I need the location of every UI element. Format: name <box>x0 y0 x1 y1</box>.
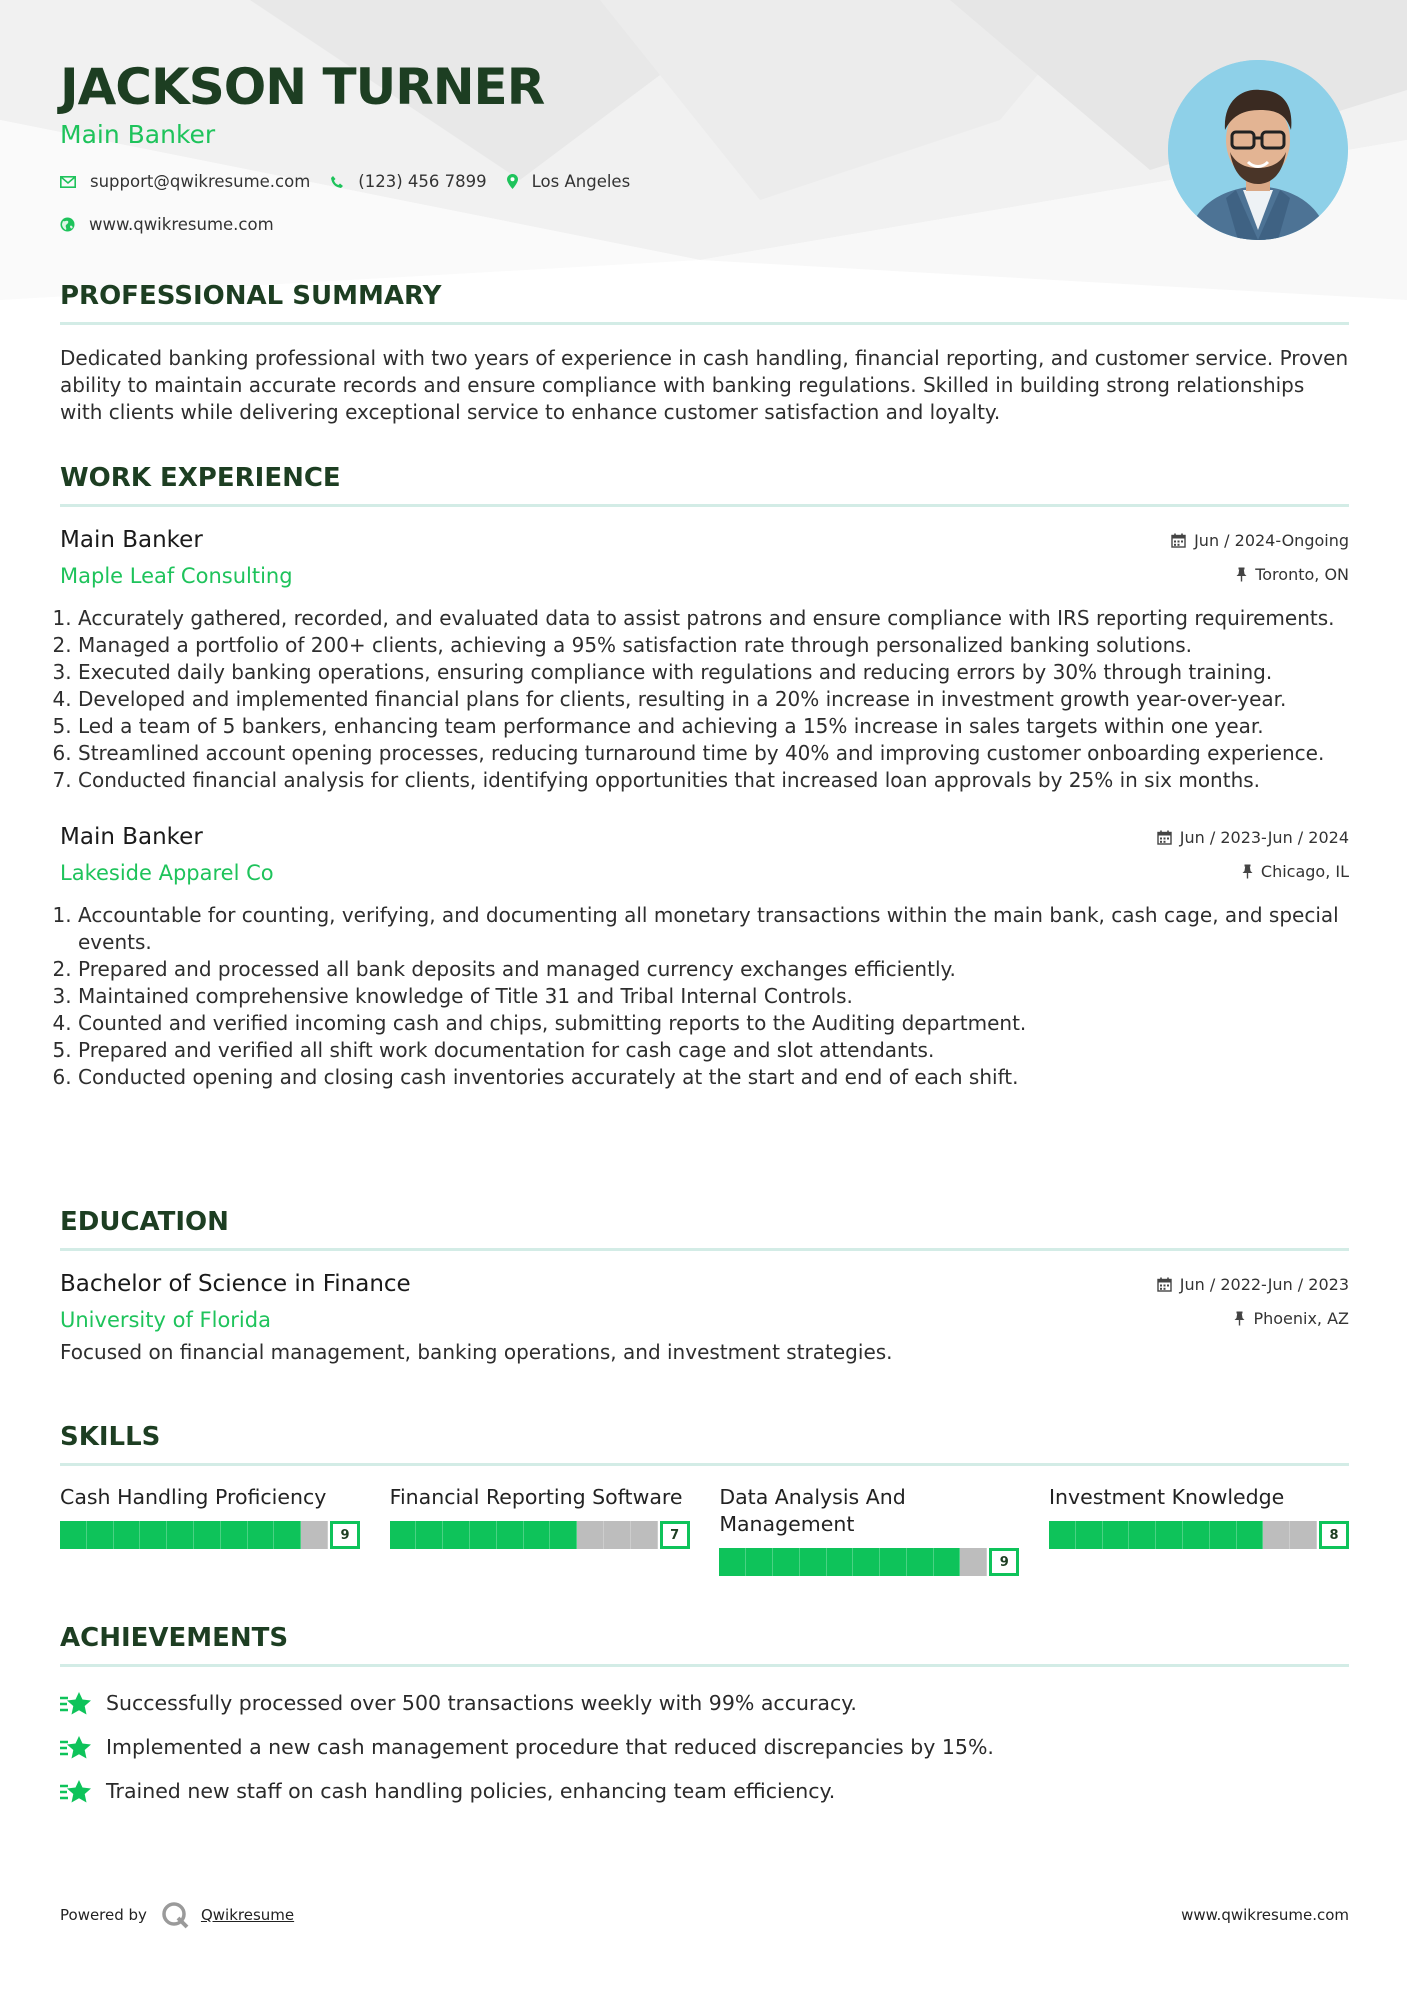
skill-segment-filled <box>416 1521 443 1549</box>
education-section <box>60 1204 1349 1366</box>
candidate-title: Main Banker <box>60 120 216 149</box>
contact-website[interactable] <box>60 215 274 234</box>
education-description: Focused on financial management, banking operations, and investment strategies. <box>60 1340 893 1364</box>
job-location-text: Toronto, ON <box>1255 565 1349 584</box>
pushpin-icon <box>1236 567 1247 582</box>
bullet-item: 6. Conducted opening and closing cash inventories accurately at the start and end of each shift. <box>78 1064 1349 1091</box>
bullet-item: 7. Conducted financial analysis for clients, identifying opportunities that increased loan approvals by 25% in six months. <box>78 767 1349 794</box>
skill-segment-filled <box>827 1548 854 1576</box>
skill-segment-filled <box>248 1521 275 1549</box>
achievement-item <box>60 1725 1349 1769</box>
footer-website[interactable]: www.qwikresume.com <box>1181 1906 1349 1924</box>
job-location <box>1236 565 1349 584</box>
skill-segment-filled <box>167 1521 194 1549</box>
achievements-section <box>60 1620 1349 1813</box>
section-divider <box>60 1664 1349 1667</box>
job-bullets <box>60 605 1349 794</box>
envelope-icon <box>60 176 76 188</box>
skill-score: 9 <box>989 1548 1019 1576</box>
star-list-icon <box>60 1778 92 1804</box>
education-entry <box>60 1267 1349 1366</box>
experience-heading: WORK EXPERIENCE <box>60 463 341 493</box>
footer <box>60 1895 1349 1935</box>
degree: Bachelor of Science in Finance <box>60 1271 411 1297</box>
skill-segment-filled <box>853 1548 880 1576</box>
skill-segment-empty <box>577 1521 604 1549</box>
skill-segment-empty <box>631 1521 658 1549</box>
skill-name: Financial Reporting Software <box>389 1485 683 1509</box>
star-list-icon <box>60 1734 92 1760</box>
skill-segment-filled <box>390 1521 417 1549</box>
education-location <box>1234 1309 1349 1328</box>
skill-segment-filled <box>907 1548 934 1576</box>
education-dates-text: Jun / 2022-Jun / 2023 <box>1179 1275 1349 1294</box>
bullet-item: 2. Managed a portfolio of 200+ clients, achieving a 95% satisfaction rate through personalized banking solutions. <box>78 632 1349 659</box>
skill-score: 7 <box>660 1521 690 1549</box>
skill-level-bar <box>719 1548 987 1576</box>
job-dates-text: Jun / 2024-Ongoing <box>1194 531 1349 550</box>
skill-segment-filled <box>1156 1521 1183 1549</box>
powered-by-label: Powered by <box>60 1906 147 1924</box>
skill-segment-filled <box>87 1521 114 1549</box>
skill-item <box>390 1484 690 1576</box>
skill-name: Cash Handling Proficiency <box>60 1485 327 1509</box>
calendar-icon <box>1157 1277 1172 1292</box>
skill-segment-empty <box>301 1521 328 1549</box>
education-heading: EDUCATION <box>60 1207 229 1237</box>
job-dates <box>1157 828 1349 847</box>
bullet-item: 6. Streamlined account opening processes, reducing turnaround time by 40% and improving customer onboarding experience. <box>78 740 1349 767</box>
skill-segment-filled <box>719 1548 746 1576</box>
school: University of Florida <box>60 1308 271 1332</box>
website-row <box>60 215 294 234</box>
skill-segment-filled <box>221 1521 248 1549</box>
skill-segment-filled <box>1129 1521 1156 1549</box>
skills-section <box>60 1419 1349 1576</box>
skills-heading: SKILLS <box>60 1422 161 1452</box>
job-dates <box>1171 531 1349 550</box>
contact-location <box>507 172 631 191</box>
summary-text: Dedicated banking professional with two years of experience in cash handling, financial reporting, and customer service. Proven ability to maintain accurate records and ensure compliance with banking regulations. Skilled in building strong relationships with clients while delivering exceptional service to enhance customer satisfaction and loyalty. <box>60 346 1349 424</box>
skill-segment-filled <box>550 1521 577 1549</box>
bullet-item: 4. Counted and verified incoming cash and chips, submitting reports to the Auditing department. <box>78 1010 1349 1037</box>
skill-segment-filled <box>934 1548 961 1576</box>
section-divider <box>60 1248 1349 1251</box>
skill-segment-filled <box>497 1521 524 1549</box>
bullet-item: 4. Developed and implemented financial plans for clients, resulting in a 20% increase in investment growth year-over-year. <box>78 686 1349 713</box>
bullet-item: 3. Executed daily banking operations, ensuring compliance with regulations and reducing errors by 30% through training. <box>78 659 1349 686</box>
job-bullets <box>60 902 1349 1091</box>
pushpin-icon <box>1234 1311 1245 1326</box>
candidate-name: JACKSON TURNER <box>60 58 545 116</box>
experience-section <box>60 460 1349 1091</box>
calendar-icon <box>1171 533 1186 548</box>
bullet-item: 1. Accountable for counting, verifying, and documenting all monetary transactions within the main bank, cash cage, and special events. <box>78 902 1349 956</box>
profile-photo <box>1168 60 1348 240</box>
skill-segment-filled <box>1103 1521 1130 1549</box>
skill-item <box>60 1484 360 1576</box>
achievements-heading: ACHIEVEMENTS <box>60 1623 289 1653</box>
achievements-list <box>60 1681 1349 1813</box>
bullet-item: 2. Prepared and processed all bank deposits and managed currency exchanges efficiently. <box>78 956 1349 983</box>
job-title: Main Banker <box>60 824 203 850</box>
job-company: Maple Leaf Consulting <box>60 564 293 588</box>
skill-segment-filled <box>274 1521 301 1549</box>
website-text: www.qwikresume.com <box>89 215 274 234</box>
job-entry <box>60 820 1349 1091</box>
skill-name: Data Analysis And Management <box>719 1485 906 1536</box>
bullet-item: 1. Accurately gathered, recorded, and evaluated data to assist patrons and ensure compliance with IRS reporting requirements. <box>78 605 1349 632</box>
skill-segment-filled <box>746 1548 773 1576</box>
skill-segment-filled <box>140 1521 167 1549</box>
education-location-text: Phoenix, AZ <box>1253 1309 1349 1328</box>
skill-level-bar <box>1049 1521 1317 1549</box>
skill-segment-filled <box>773 1548 800 1576</box>
skill-level-bar <box>60 1521 328 1549</box>
education-dates <box>1157 1275 1349 1294</box>
contact-phone[interactable] <box>330 172 486 191</box>
bullet-item: 3. Maintained comprehensive knowledge of Title 31 and Tribal Internal Controls. <box>78 983 1349 1010</box>
qwikresume-logo-icon <box>161 1901 189 1929</box>
skill-segment-empty <box>960 1548 987 1576</box>
summary-section <box>60 278 1349 426</box>
skill-score: 9 <box>330 1521 360 1549</box>
star-list-icon <box>60 1690 92 1716</box>
achievement-text: Implemented a new cash management procedure that reduced discrepancies by 15%. <box>106 1735 994 1759</box>
bullet-item: 5. Prepared and verified all shift work documentation for cash cage and slot attendants. <box>78 1037 1349 1064</box>
calendar-icon <box>1157 830 1172 845</box>
skill-item <box>719 1484 1019 1576</box>
globe-icon <box>60 217 75 232</box>
skill-segment-empty <box>604 1521 631 1549</box>
phone-text: (123) 456 7899 <box>358 172 487 191</box>
skill-segment-filled <box>1076 1521 1103 1549</box>
bullet-item: 5. Led a team of 5 bankers, enhancing team performance and achieving a 15% increase in sales targets within one year. <box>78 713 1349 740</box>
phone-icon <box>330 175 344 189</box>
skill-segment-empty <box>1290 1521 1317 1549</box>
map-pin-icon <box>507 174 518 189</box>
email-text: support@qwikresume.com <box>90 172 311 191</box>
section-divider <box>60 322 1349 325</box>
skill-item <box>1049 1484 1349 1576</box>
contact-row <box>60 172 650 191</box>
skill-score: 8 <box>1319 1521 1349 1549</box>
achievement-text: Trained new staff on cash handling policies, enhancing team efficiency. <box>106 1779 836 1803</box>
achievement-item <box>60 1769 1349 1813</box>
job-company: Lakeside Apparel Co <box>60 861 274 885</box>
location-text: Los Angeles <box>531 172 631 191</box>
pushpin-icon <box>1242 864 1253 879</box>
job-entry <box>60 523 1349 794</box>
skill-segment-filled <box>114 1521 141 1549</box>
job-dates-text: Jun / 2023-Jun / 2024 <box>1179 828 1349 847</box>
job-title: Main Banker <box>60 527 203 553</box>
achievement-text: Successfully processed over 500 transactions weekly with 99% accuracy. <box>106 1691 857 1715</box>
achievement-item <box>60 1681 1349 1725</box>
skill-segment-filled <box>1049 1521 1076 1549</box>
section-divider <box>60 1463 1349 1466</box>
job-location <box>1242 862 1349 881</box>
skill-segment-filled <box>1183 1521 1210 1549</box>
skill-segment-filled <box>470 1521 497 1549</box>
skill-segment-filled <box>443 1521 470 1549</box>
skill-segment-filled <box>800 1548 827 1576</box>
skill-segment-empty <box>1263 1521 1290 1549</box>
qwikresume-link[interactable]: Qwikresume <box>200 1906 295 1924</box>
skill-segment-filled <box>880 1548 907 1576</box>
summary-heading: PROFESSIONAL SUMMARY <box>60 281 442 311</box>
skill-name: Investment Knowledge <box>1048 1485 1285 1509</box>
skill-segment-filled <box>1210 1521 1237 1549</box>
skills-list <box>60 1484 1349 1576</box>
skill-segment-filled <box>1237 1521 1264 1549</box>
skill-segment-filled <box>60 1521 87 1549</box>
skill-segment-filled <box>524 1521 551 1549</box>
skill-level-bar <box>390 1521 658 1549</box>
section-divider <box>60 504 1349 507</box>
job-location-text: Chicago, IL <box>1260 862 1349 881</box>
contact-email[interactable] <box>60 172 310 191</box>
skill-segment-filled <box>194 1521 221 1549</box>
